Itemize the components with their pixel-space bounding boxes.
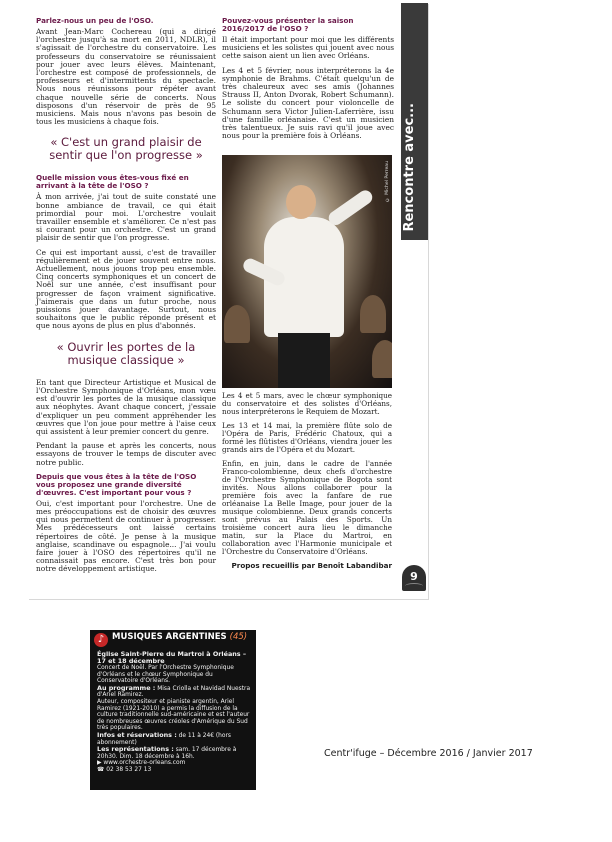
right-column-bottom (222, 392, 392, 570)
info-text: de 11 à 24€ (hors abonnement) (97, 732, 231, 746)
event-box-body (97, 651, 251, 774)
music-note-icon: ♪ (94, 633, 108, 647)
left-column (36, 17, 216, 580)
section-label: Rencontre avec... (402, 103, 417, 232)
phone-number: 02 38 53 27 13 (106, 766, 152, 773)
answer-8: Les 4 et 5 février, nous interpréterons la 4e symphonie de Brahms. C'était quelqu'un de très chaleureux avec ses amis (Johannes Strauss II, Anton Dvorak, Robert Schumann). Le soliste du concert pour violoncelle de Schumann sera Victor Julien-Laferrière, issu d'une famille orléanaise. C'est un musicien très talentueux. Je suis ravi qu'il joue avec nous pour la première fois à Orléans. (222, 65, 394, 141)
conductor-arm (326, 188, 375, 228)
right-column-top (222, 17, 394, 146)
event-venue: Église Saint-Pierre du Martroi à Orléans – 17 et 18 décembre (97, 650, 247, 665)
answer-9: Les 13 et 14 mai, la première flûte solo de l'Opéra de Paris, Frédéric Chatoux, qui a formé les flûtistes d'Orléans, viendra jouer les grands airs de l'Opéra et du Mozart. (222, 421, 392, 454)
photo-credit: © Michel Perreau (385, 161, 390, 202)
answer-7: Il était important pour moi que les différents musiciens et les solistes qui jouent avec nous cette saison aient un lien avec Orléans. (222, 35, 394, 61)
event-title-text: MUSIQUES ARGENTINES (112, 632, 227, 642)
page-number: 9 (410, 570, 418, 583)
answer-4: En tant que Directeur Artistique et Musical de l'Orchestre Symphonique d'Orléans, mon vœu est d'ouvrir les portes de la musique classique aux néophytes. Avant chaque concert, j'essaie d'expliquer un peu comment appréhender les œuvres que l'on joue pour mettre à l'aise ceux qui assistent à leur premier concert du genre. (36, 377, 216, 436)
photo-caption: Les 4 et 5 mars, avec le chœur symphonique du conservatoire et des solistes d'Orléans, nous interpréterons le Requiem de Mozart. (222, 391, 392, 416)
byline: Propos recueillis par Benoît Labandibar (231, 561, 392, 570)
phone-icon: ☎ (97, 766, 107, 773)
swirl-icon (405, 583, 423, 589)
event-box-header (90, 630, 256, 650)
event-description: Concert de Noël. Par l'Orchestre Symphonique d'Orléans et le chœur Symphonique du Conservatoire d'Orléans. (97, 665, 234, 685)
program-text: Misa Criolla et Navidad Nuestra d'Ariel Ramirez. (97, 685, 251, 699)
question-4: Pouvez-vous présenter la saison 2016/2017 de l'OSO ? (222, 16, 354, 33)
conductor-photo (222, 155, 392, 388)
composer-bio: Auteur, compositeur et pianiste argentin, Ariel Ramirez (1921-2010) a permis la diffusion de la culture traditionnelle sud-américaine et est l'auteur de nombreuses œuvres créoles d'Amérique du Sud très populaires. (97, 698, 250, 732)
answer-3: Ce qui est important aussi, c'est de travailler régulièrement et de jouer souvent entre nous. Actuellement, nous jouons trop peu ensemble. Cinq concerts symphoniques et un concert de Noël sur une année, c'est insuffisant pour progresser de façon vraiment significative. J'aimerais que dans un futur proche, nous puissions jouer davantage. Surtout, nous souhaitons que le public réponde présent et que nous ayons de plus en plus d'abonnés. (36, 247, 216, 331)
web-icon: ▶ (97, 760, 104, 767)
answer-6: Oui, c'est important pour l'orchestre. Une de mes préoccupations est de choisir des œuvres qui nous permettent de continuer à progresser. Mes prédécesseurs ont laissé certains répertoires de côté. Je pense à la musique anglaise, scandinave ou espagnole... J'ai voulu faire jouer à l'OSO des répertoires qu'il ne connaissait pas encore. C'est très bon pour notre développement artistique. (36, 498, 216, 574)
musician-figure (360, 295, 386, 333)
question-2: Quelle mission vous êtes-vous fixé en arrivant à la tête de l'OSO ? (36, 173, 189, 191)
pull-quote-2: « Ouvrir les portes de la musique classique » (56, 339, 196, 367)
event-number: (45) (229, 632, 248, 642)
info-label: Infos et réservations : (97, 730, 177, 739)
question-3: Depuis que vous êtes à la tête de l'OSO vous proposez une grande diversité d'œuvres. C'est important pour vous ? (36, 471, 197, 497)
event-title (112, 634, 247, 641)
musician-figure (372, 340, 392, 378)
answer-1: Avant Jean-Marc Cochereau (qui a dirigé l'orchestre jusqu'à sa mort en 2011, NDLR), il s'agissait de l'orchestre du conservatoire. Les professeurs du conservatoire se réunissaient pour jouer avec leurs élèves. Maintenant, l'orchestre est composé de professionnels, de professeurs et d'intermittents du spectacle. Nous nous réunissons pour répéter avant chaque nouvelle série de concerts. Nous disposons d'un réservoir de près de 95 musiciens. Mais nous n'avons pas besoin de tous les musiciens à chaque fois. (36, 27, 216, 127)
pull-quote-1: « C'est un grand plaisir de sentir que l'on progresse » (49, 135, 203, 163)
question-1: Parlez-nous un peu de l'OSO. (36, 16, 154, 25)
page-number-badge (402, 565, 426, 591)
program-label: Au programme : (97, 683, 156, 692)
conductor-head (286, 185, 316, 219)
website-link[interactable]: www.orchestre-orleans.com (103, 760, 186, 767)
magazine-footer: Centr'ifuge – Décembre 2016 / Janvier 2017 (324, 748, 533, 759)
performances-text: sam. 17 décembre à 20h30. Dim. 18 décembre à 16h. (97, 747, 237, 760)
performances-label: Les représentations : (97, 745, 174, 754)
answer-5: Pendant la pause et après les concerts, nous essayons de trouver le temps de discuter avec notre public. (36, 441, 216, 467)
event-box (90, 630, 256, 790)
answer-2: À mon arrivée, j'ai tout de suite constaté une bonne ambiance de travail, ce qui était primordial pour moi. L'orchestre voulait travailler ensemble et s'améliorer. Ce n'est pas si courant pour un orchestre. C'est un grand plaisir de sentir que l'on progresse. (36, 192, 216, 243)
answer-10: Enfin, en juin, dans le cadre de l'année Franco-colombienne, deux chefs d'orchestre de l'Orchestre Symphonique de Bogota sont invités. Nous allons collaborer pour la première fois avec la fanfare de rue orléanaise La Belle Image, pour jouer de la musique colombienne. Deux grands concerts sont prévus au Palais des Sports. Un troisième concert aura lieu le dimanche matin, sur la Place du Martroi, en collaboration avec l'Harmonie municipale et l'Orchestre du Conservatoire d'Orléans. (222, 459, 392, 556)
section-band (401, 3, 428, 240)
musician-figure (224, 305, 250, 343)
conductor-legs (278, 333, 330, 388)
